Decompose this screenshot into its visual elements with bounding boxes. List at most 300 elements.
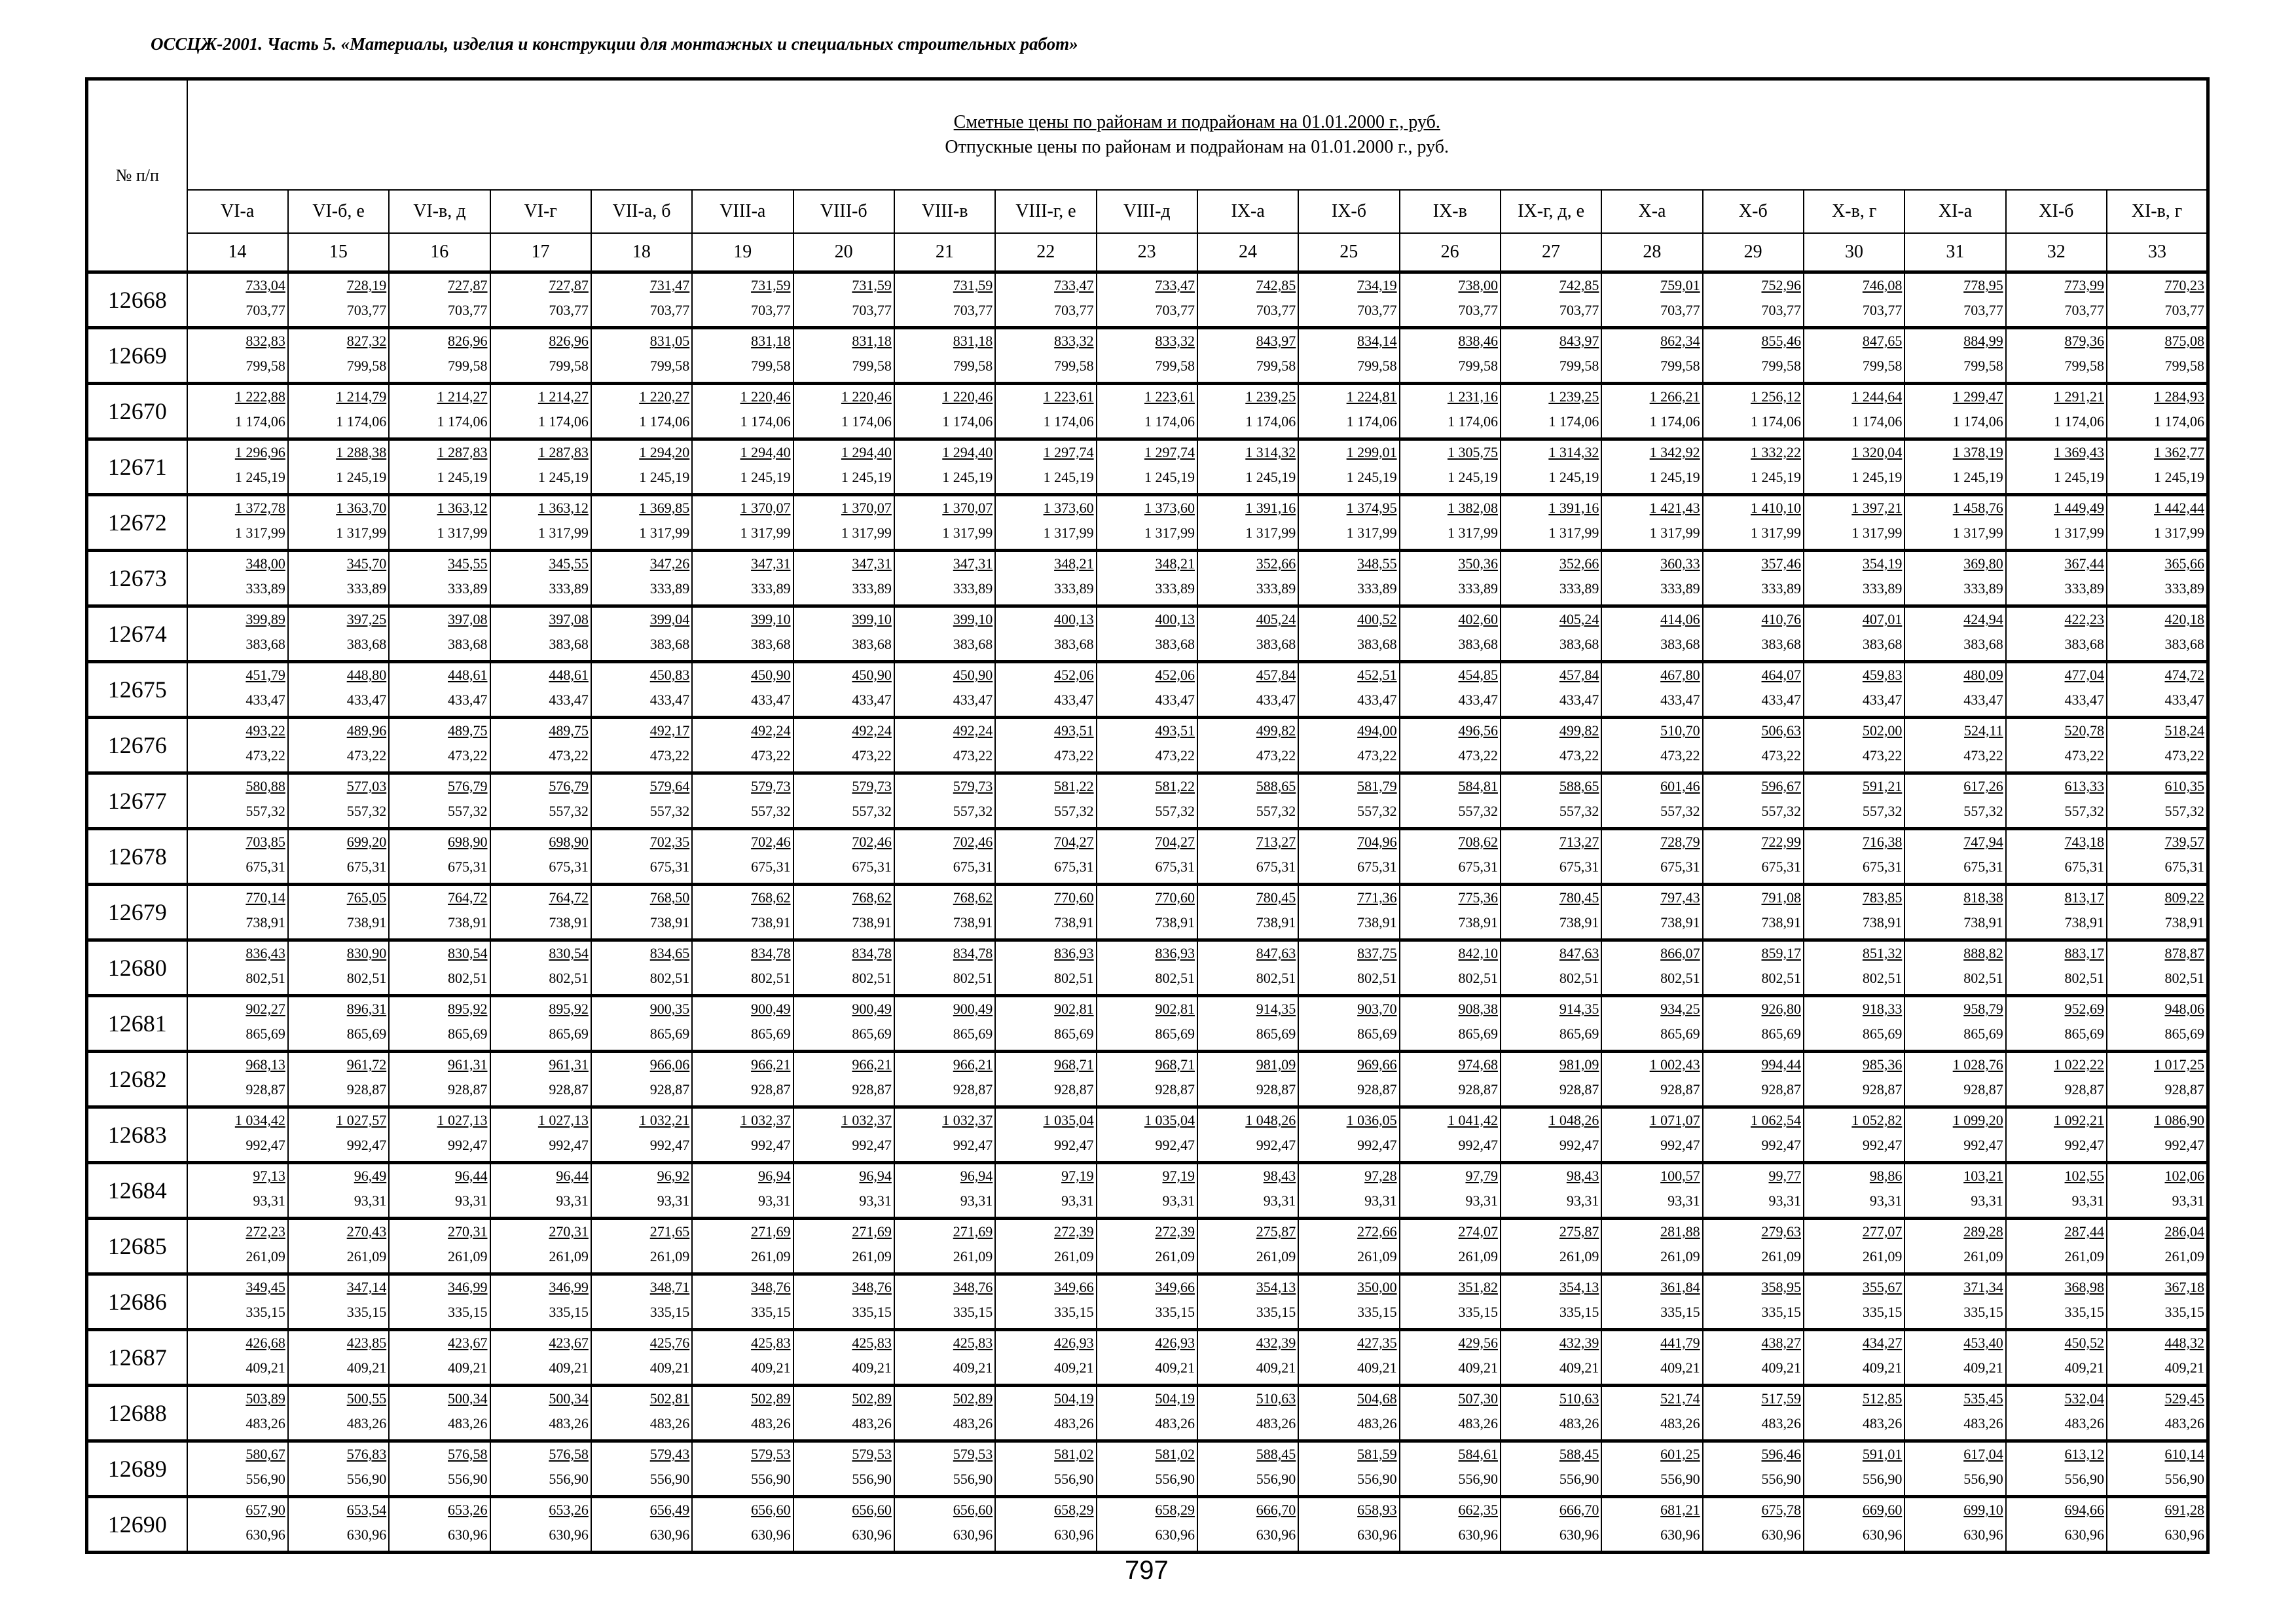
estimate-price-wrap	[491, 443, 591, 462]
estimate-price: 532,04	[2064, 1390, 2105, 1407]
release-price: 433,47	[1256, 692, 1296, 708]
estimate-price-wrap	[592, 1389, 691, 1409]
price-cell	[793, 1441, 894, 1497]
release-price: 1 174,06	[336, 413, 387, 430]
table-row	[87, 1386, 2208, 1441]
price-cell	[591, 1107, 692, 1163]
release-price: 1 174,06	[841, 413, 892, 430]
estimate-price: 830,54	[549, 945, 589, 961]
release-price: 992,47	[2064, 1137, 2105, 1153]
estimate-price: 918,33	[1862, 1001, 1903, 1017]
estimate-price: 450,90	[751, 667, 791, 683]
estimate-price-wrap	[1804, 554, 1904, 574]
price-cell	[1904, 495, 2005, 551]
estimate-price: 357,46	[1761, 555, 1801, 572]
estimate-price-wrap	[996, 944, 1095, 963]
release-price: 992,47	[1862, 1137, 1903, 1153]
price-cell	[1703, 606, 1804, 662]
release-price: 630,96	[1862, 1526, 1903, 1543]
price-cell	[2006, 1274, 2107, 1330]
estimate-price-wrap	[1400, 1055, 1500, 1075]
release-price: 1 245,19	[1245, 469, 1296, 485]
estimate-price-wrap	[1097, 944, 1197, 963]
estimate-price-wrap	[491, 888, 591, 908]
price-cell	[2006, 829, 2107, 885]
price-cell	[692, 439, 793, 495]
price-cell	[1298, 1330, 1399, 1386]
estimate-price-wrap	[1097, 1111, 1197, 1130]
release-price: 556,90	[246, 1471, 285, 1487]
estimate-price-wrap	[996, 1111, 1095, 1130]
estimate-price: 97,19	[1061, 1168, 1094, 1184]
release-price: 738,91	[1761, 914, 1801, 931]
estimate-price-wrap	[289, 554, 388, 574]
release-price: 992,47	[953, 1137, 993, 1153]
estimate-price-wrap	[996, 276, 1095, 295]
estimate-price: 702,46	[751, 834, 791, 850]
release-price: 675,31	[852, 858, 892, 875]
release-price: 1 317,99	[1447, 525, 1498, 541]
release-price: 675,31	[1660, 858, 1700, 875]
estimate-price-wrap	[1602, 610, 1702, 629]
estimate-price-wrap	[1602, 1445, 1702, 1464]
estimate-price: 847,65	[1862, 333, 1903, 349]
estimate-price-wrap	[1097, 1278, 1197, 1297]
estimate-price-wrap	[1097, 777, 1197, 796]
price-cell	[1400, 1274, 1501, 1330]
estimate-price: 354,13	[1559, 1279, 1599, 1295]
estimate-price-wrap	[1804, 1278, 1904, 1297]
price-cell	[389, 384, 490, 439]
release-price: 433,47	[246, 692, 285, 708]
price-cell	[187, 551, 288, 606]
estimate-price-wrap	[1400, 1111, 1500, 1130]
price-cell	[2107, 1052, 2208, 1107]
estimate-price: 1 224,81	[1346, 388, 1397, 405]
price-cell	[1298, 829, 1399, 885]
price-cell	[1904, 384, 2005, 439]
price-cell	[1703, 272, 1804, 328]
price-cell	[1400, 885, 1501, 940]
estimate-price-wrap	[390, 276, 489, 295]
release-price: 1 245,19	[336, 469, 387, 485]
price-cell	[1298, 1274, 1399, 1330]
estimate-price-wrap	[2007, 387, 2106, 407]
estimate-price: 367,44	[2064, 555, 2105, 572]
estimate-price: 448,61	[448, 667, 488, 683]
estimate-price-wrap	[592, 276, 691, 295]
price-cell	[1501, 662, 1601, 718]
price-cell	[490, 1219, 591, 1274]
estimate-price: 764,72	[549, 889, 589, 906]
estimate-price: 765,05	[346, 889, 387, 906]
price-cell	[1601, 718, 1702, 773]
release-price: 333,89	[1862, 580, 1903, 597]
estimate-price-wrap	[693, 1166, 792, 1186]
price-cell	[692, 495, 793, 551]
estimate-price: 883,17	[2064, 945, 2105, 961]
price-cell	[389, 1386, 490, 1441]
release-price: 928,87	[1559, 1081, 1599, 1098]
release-price: 802,51	[549, 970, 589, 986]
estimate-price-wrap	[1299, 1222, 1398, 1242]
release-price: 483,26	[1761, 1415, 1801, 1431]
price-cell	[1298, 495, 1399, 551]
estimate-price-wrap	[1097, 1389, 1197, 1409]
price-cell	[1601, 1219, 1702, 1274]
price-cell	[1804, 829, 1904, 885]
estimate-price-wrap	[1198, 1055, 1298, 1075]
estimate-price-wrap	[188, 1111, 287, 1130]
estimate-price: 838,46	[1458, 333, 1498, 349]
release-price: 335,15	[1458, 1304, 1498, 1320]
estimate-price: 493,51	[1155, 722, 1195, 739]
price-cell	[1804, 940, 1904, 996]
estimate-price-wrap	[1400, 888, 1500, 908]
price-cell	[1197, 384, 1298, 439]
release-price: 799,58	[1862, 358, 1903, 374]
release-price: 1 174,06	[1043, 413, 1094, 430]
price-cell	[591, 1330, 692, 1386]
price-cell	[692, 996, 793, 1052]
estimate-price-wrap	[491, 777, 591, 796]
price-cell	[2006, 551, 2107, 606]
estimate-price-wrap	[2107, 665, 2206, 685]
price-cell	[894, 718, 995, 773]
estimate-price-wrap	[1804, 276, 1904, 295]
estimate-price: 926,80	[1761, 1001, 1801, 1017]
release-price: 1 317,99	[1346, 525, 1397, 541]
estimate-price: 407,01	[1862, 611, 1903, 627]
estimate-price: 579,73	[751, 778, 791, 794]
release-price: 93,31	[2172, 1192, 2204, 1209]
price-cell	[1097, 773, 1197, 829]
price-cell	[389, 1497, 490, 1553]
district-header: X-в, г	[1804, 190, 1904, 233]
release-price: 433,47	[448, 692, 488, 708]
release-price: 1 317,99	[336, 525, 387, 541]
district-header: XI-б	[2006, 190, 2107, 233]
price-cell	[692, 773, 793, 829]
estimate-price: 1 458,76	[1952, 500, 2003, 516]
release-price: 1 317,99	[2154, 525, 2204, 541]
price-cell	[2006, 662, 2107, 718]
estimate-price: 653,26	[549, 1502, 589, 1518]
table-row	[87, 439, 2208, 495]
estimate-price: 451,79	[246, 667, 285, 683]
estimate-price: 1 035,04	[1144, 1112, 1195, 1128]
estimate-price-wrap	[491, 944, 591, 963]
release-price: 992,47	[1963, 1137, 2003, 1153]
estimate-price-wrap	[390, 331, 489, 351]
price-cell	[894, 1441, 995, 1497]
release-price: 738,91	[1660, 914, 1700, 931]
price-cell	[692, 1386, 793, 1441]
release-price: 802,51	[649, 970, 690, 986]
estimate-price: 355,67	[1862, 1279, 1903, 1295]
estimate-price-wrap	[188, 777, 287, 796]
release-price: 409,21	[1660, 1359, 1700, 1376]
release-price: 556,90	[1963, 1471, 2003, 1487]
estimate-price: 500,34	[448, 1390, 488, 1407]
release-price: 483,26	[953, 1415, 993, 1431]
release-price: 93,31	[1566, 1192, 1599, 1209]
release-price: 630,96	[751, 1526, 791, 1543]
release-price: 1 317,99	[2054, 525, 2105, 541]
estimate-price: 1 287,83	[538, 444, 589, 460]
estimate-price-wrap	[1704, 1333, 1803, 1353]
release-price: 335,15	[1357, 1304, 1397, 1320]
estimate-price: 1 244,64	[1851, 388, 1903, 405]
estimate-price: 1 035,04	[1043, 1112, 1094, 1128]
estimate-price: 506,63	[1761, 722, 1801, 739]
estimate-price: 966,21	[751, 1056, 791, 1073]
estimate-price: 510,63	[1256, 1390, 1296, 1407]
price-cell	[187, 1274, 288, 1330]
price-cell	[692, 606, 793, 662]
estimate-price: 728,19	[346, 277, 387, 293]
estimate-price: 1 099,20	[1952, 1112, 2003, 1128]
price-cell	[1197, 1163, 1298, 1219]
estimate-price: 489,96	[346, 722, 387, 739]
estimate-price: 96,94	[758, 1168, 791, 1184]
price-cell	[389, 272, 490, 328]
price-cell	[894, 328, 995, 384]
release-price: 799,58	[1660, 358, 1700, 374]
price-cell	[1703, 384, 1804, 439]
release-price: 93,31	[1971, 1192, 2003, 1209]
price-cell	[2107, 718, 2208, 773]
estimate-price: 759,01	[1660, 277, 1700, 293]
release-price: 630,96	[953, 1526, 993, 1543]
estimate-price: 662,35	[1458, 1502, 1498, 1518]
release-price: 992,47	[1054, 1137, 1094, 1153]
estimate-price: 450,90	[852, 667, 892, 683]
price-cell	[793, 1107, 894, 1163]
price-cell	[1197, 1497, 1298, 1553]
estimate-price-wrap	[1804, 999, 1904, 1019]
price-cell	[1298, 1441, 1399, 1497]
price-cell	[1400, 1219, 1501, 1274]
estimate-price: 764,72	[448, 889, 488, 906]
row-number: 12684	[87, 1163, 187, 1219]
release-price: 557,32	[2064, 803, 2105, 819]
price-cell	[288, 495, 389, 551]
price-cell	[894, 1219, 995, 1274]
estimate-price: 272,39	[1155, 1223, 1195, 1240]
release-price: 1 174,06	[1346, 413, 1397, 430]
release-price: 383,68	[1559, 636, 1599, 652]
price-cell	[591, 940, 692, 996]
price-cell	[1298, 1052, 1399, 1107]
estimate-price-wrap	[592, 1222, 691, 1242]
estimate-price: 914,35	[1559, 1001, 1599, 1017]
estimate-price-wrap	[188, 1055, 287, 1075]
release-price: 261,09	[1660, 1248, 1700, 1264]
price-cell	[2006, 1497, 2107, 1553]
column-number: 30	[1804, 233, 1904, 272]
price-cell	[995, 885, 1096, 940]
estimate-price-wrap	[592, 888, 691, 908]
release-price: 802,51	[2164, 970, 2204, 986]
estimate-price-wrap	[2007, 1111, 2106, 1130]
price-cell	[490, 718, 591, 773]
price-cell	[1703, 829, 1804, 885]
price-cell	[389, 328, 490, 384]
release-price: 675,31	[751, 858, 791, 875]
estimate-price: 1 449,49	[2054, 500, 2105, 516]
price-cell	[894, 1386, 995, 1441]
estimate-price: 716,38	[1862, 834, 1903, 850]
estimate-price: 351,82	[1458, 1279, 1498, 1295]
estimate-price: 464,07	[1761, 667, 1801, 683]
release-price: 802,51	[1761, 970, 1801, 986]
estimate-price: 1 374,95	[1346, 500, 1397, 516]
release-price: 1 317,99	[1548, 525, 1599, 541]
estimate-price: 102,55	[2064, 1168, 2105, 1184]
release-price: 409,21	[448, 1359, 488, 1376]
price-cell	[187, 996, 288, 1052]
estimate-price: 474,72	[2164, 667, 2204, 683]
estimate-price: 948,06	[2164, 1001, 2204, 1017]
estimate-price: 768,50	[649, 889, 690, 906]
estimate-price-wrap	[1400, 721, 1500, 741]
estimate-price: 1 002,43	[1649, 1056, 1700, 1073]
page-number: 797	[1125, 1556, 1169, 1585]
estimate-price-wrap	[1501, 888, 1601, 908]
price-cell	[1601, 940, 1702, 996]
price-cell	[1501, 940, 1601, 996]
price-cell	[389, 439, 490, 495]
release-price: 675,31	[448, 858, 488, 875]
release-price: 93,31	[657, 1192, 690, 1209]
price-cell	[995, 940, 1096, 996]
estimate-price: 966,06	[649, 1056, 690, 1073]
release-price: 865,69	[1559, 1025, 1599, 1042]
price-cell	[1501, 439, 1601, 495]
estimate-price: 520,78	[2064, 722, 2105, 739]
release-price: 992,47	[448, 1137, 488, 1153]
estimate-price: 1 231,16	[1447, 388, 1498, 405]
estimate-price: 1 370,07	[841, 500, 892, 516]
price-cell	[995, 1052, 1096, 1107]
price-cell	[591, 439, 692, 495]
caption-release-prices: Отпускные цены по районам и подрайонам на 01.01.2000 г., руб.	[945, 137, 1449, 157]
release-price: 93,31	[859, 1192, 892, 1209]
estimate-price: 1 320,04	[1851, 444, 1903, 460]
price-cell	[187, 718, 288, 773]
price-cell	[2006, 328, 2107, 384]
estimate-price: 985,36	[1862, 1056, 1903, 1073]
estimate-price: 529,45	[2164, 1390, 2204, 1407]
price-cell	[2107, 272, 2208, 328]
estimate-price-wrap	[2007, 1055, 2106, 1075]
price-cell	[1904, 829, 2005, 885]
price-cell	[1097, 829, 1197, 885]
column-number: 24	[1197, 233, 1298, 272]
estimate-price: 400,52	[1357, 611, 1397, 627]
estimate-price: 842,10	[1458, 945, 1498, 961]
price-cell	[793, 1163, 894, 1219]
price-cell	[1197, 606, 1298, 662]
estimate-price: 691,28	[2164, 1502, 2204, 1518]
estimate-price: 791,08	[1761, 889, 1801, 906]
release-price: 928,87	[649, 1081, 690, 1098]
price-cell	[1601, 606, 1702, 662]
estimate-price-wrap	[1400, 610, 1500, 629]
estimate-price: 1 372,78	[234, 500, 285, 516]
estimate-price-wrap	[996, 1278, 1095, 1297]
estimate-price: 837,75	[1357, 945, 1397, 961]
column-number: 18	[591, 233, 692, 272]
table-row	[87, 1274, 2208, 1330]
estimate-price: 348,76	[953, 1279, 993, 1295]
estimate-price-wrap	[289, 1278, 388, 1297]
price-cell	[490, 1497, 591, 1553]
estimate-price-wrap	[1905, 1278, 2005, 1297]
estimate-price: 452,51	[1357, 667, 1397, 683]
estimate-price-wrap	[289, 443, 388, 462]
estimate-price-wrap	[1198, 1278, 1298, 1297]
estimate-price-wrap	[289, 1166, 388, 1186]
estimate-price: 588,45	[1256, 1446, 1296, 1462]
release-price: 738,91	[1963, 914, 2003, 931]
price-cell	[1601, 384, 1702, 439]
estimate-price-wrap	[1299, 1055, 1398, 1075]
estimate-price-wrap	[2007, 1333, 2106, 1353]
estimate-price-wrap	[2107, 1111, 2206, 1130]
estimate-price: 657,90	[246, 1502, 285, 1518]
estimate-price-wrap	[2107, 888, 2206, 908]
price-cell	[1298, 718, 1399, 773]
price-cell	[2107, 662, 2208, 718]
price-cell	[187, 1441, 288, 1497]
price-cell	[288, 1497, 389, 1553]
price-cell	[1601, 1107, 1702, 1163]
column-number: 28	[1601, 233, 1702, 272]
estimate-price: 348,76	[852, 1279, 892, 1295]
estimate-price: 502,81	[649, 1390, 690, 1407]
release-price: 433,47	[1155, 692, 1195, 708]
price-cell	[2006, 996, 2107, 1052]
release-price: 433,47	[549, 692, 589, 708]
release-price: 630,96	[649, 1526, 690, 1543]
estimate-price: 994,44	[1761, 1056, 1801, 1073]
price-cell	[1501, 1441, 1601, 1497]
estimate-price: 966,21	[953, 1056, 993, 1073]
estimate-price: 1 363,12	[437, 500, 488, 516]
estimate-price-wrap	[2007, 1222, 2106, 1242]
estimate-price: 1 027,57	[336, 1112, 387, 1128]
estimate-price: 504,19	[1155, 1390, 1195, 1407]
release-price: 738,91	[1559, 914, 1599, 931]
release-price: 1 174,06	[1144, 413, 1195, 430]
estimate-price: 457,84	[1256, 667, 1296, 683]
price-cell	[1097, 1497, 1197, 1553]
estimate-price: 580,67	[246, 1446, 285, 1462]
price-cell	[2006, 1107, 2107, 1163]
estimate-price: 493,51	[1054, 722, 1094, 739]
release-price: 335,15	[649, 1304, 690, 1320]
estimate-price-wrap	[693, 832, 792, 852]
estimate-price-wrap	[2107, 832, 2206, 852]
estimate-price: 1 223,61	[1144, 388, 1195, 405]
estimate-price: 966,21	[852, 1056, 892, 1073]
estimate-price: 1 294,40	[942, 444, 993, 460]
estimate-price: 502,89	[852, 1390, 892, 1407]
estimate-price: 1 062,54	[1751, 1112, 1801, 1128]
release-price: 1 174,06	[1649, 413, 1700, 430]
